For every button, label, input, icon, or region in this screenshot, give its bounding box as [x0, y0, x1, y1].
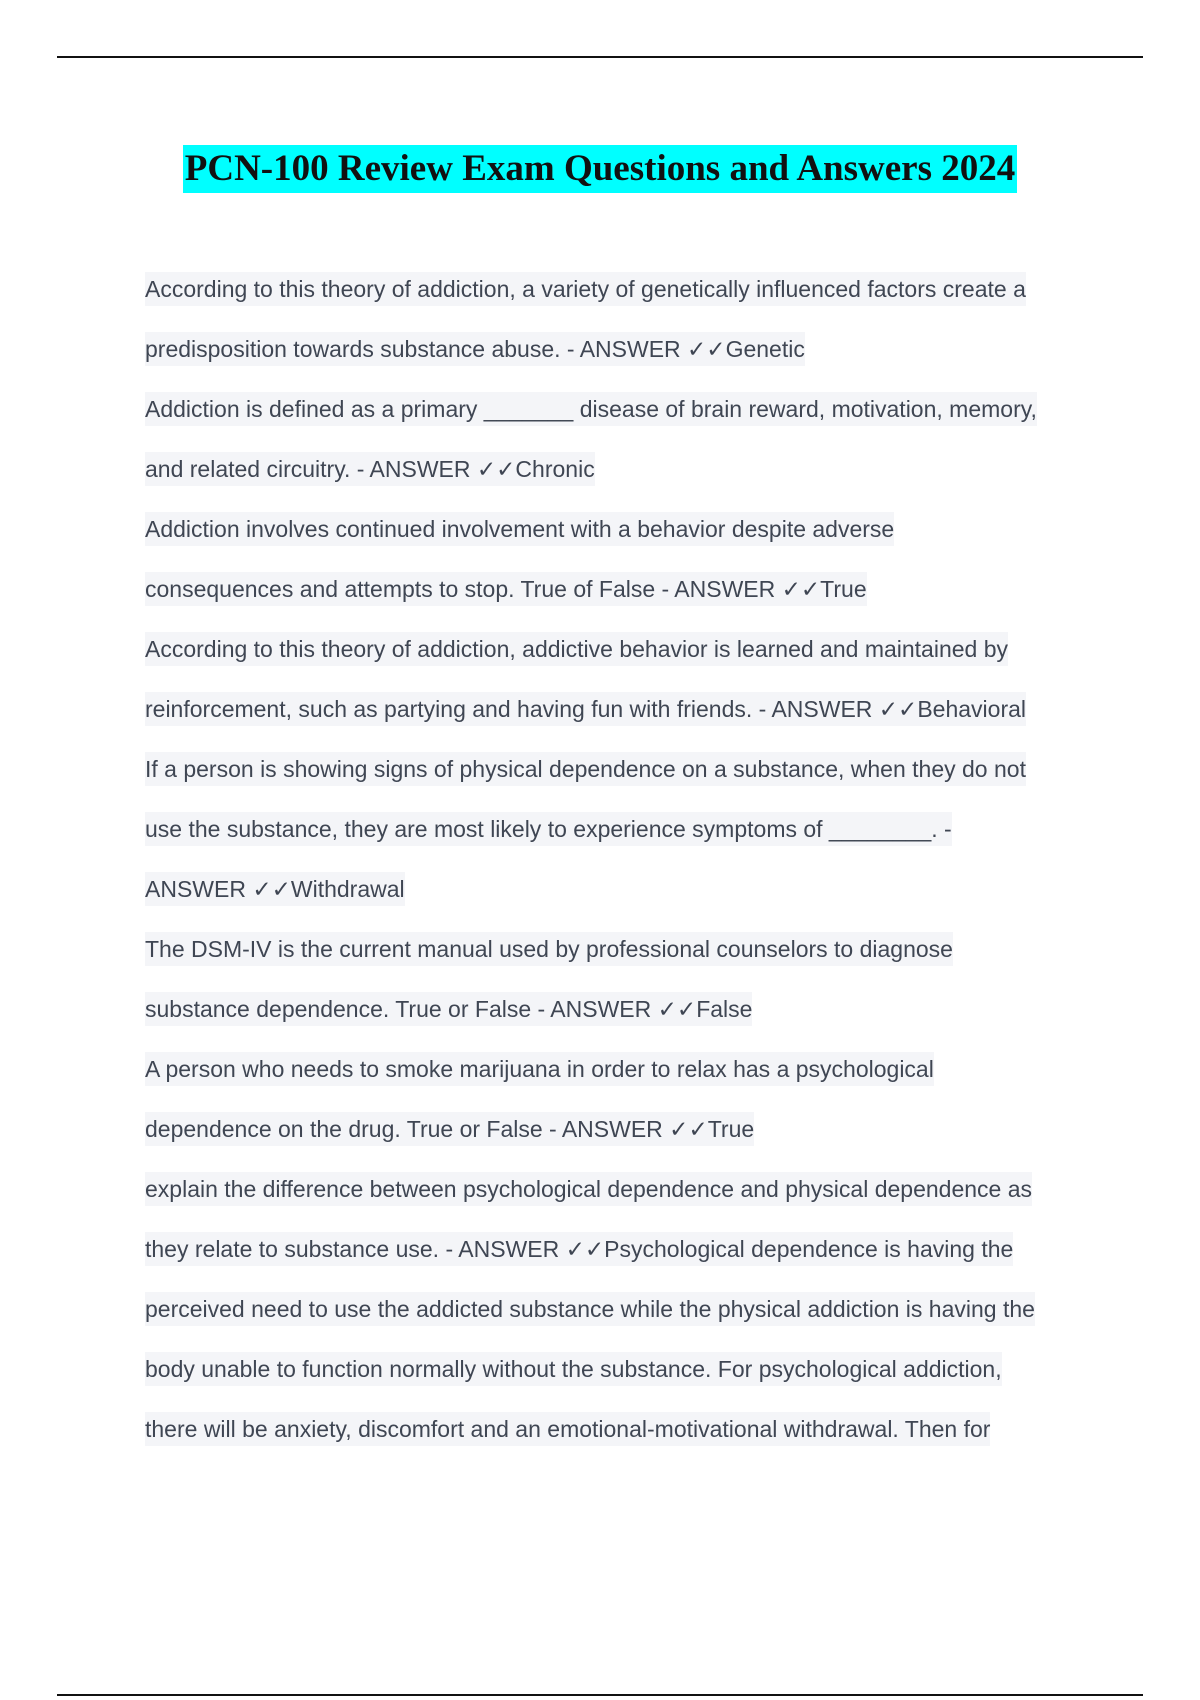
text-line: [145, 1039, 1105, 1099]
text-line-content: predisposition towards substance abuse. - ANSWER ✓✓Genetic: [145, 332, 805, 366]
text-line-content: explain the difference between psychological dependence and physical dependence as: [145, 1172, 1032, 1206]
text-line: [145, 379, 1105, 439]
text-line-content: perceived need to use the addicted substance while the physical addiction is having the: [145, 1292, 1035, 1326]
text-line: [145, 1399, 1105, 1459]
qa-content: [145, 259, 1105, 1459]
text-line-content: If a person is showing signs of physical dependence on a substance, when they do not: [145, 752, 1026, 786]
text-line-content: Addiction is defined as a primary _______ disease of brain reward, motivation, memory,: [145, 392, 1037, 426]
text-line: [145, 739, 1105, 799]
top-rule: [57, 56, 1143, 58]
text-line: [145, 619, 1105, 679]
text-line: [145, 859, 1105, 919]
text-line: [145, 1219, 1105, 1279]
bottom-rule: [57, 1694, 1143, 1696]
text-line-content: consequences and attempts to stop. True of False - ANSWER ✓✓True: [145, 572, 867, 606]
text-line: [145, 559, 1105, 619]
text-line-content: body unable to function normally without the substance. For psychological addiction,: [145, 1352, 1002, 1386]
text-line: [145, 319, 1105, 379]
text-line-content: and related circuitry. - ANSWER ✓✓Chronic: [145, 452, 595, 486]
text-line: [145, 259, 1105, 319]
text-line: [145, 919, 1105, 979]
text-line-content: reinforcement, such as partying and having fun with friends. - ANSWER ✓✓Behavioral: [145, 692, 1026, 726]
text-line-content: they relate to substance use. - ANSWER ✓✓Psychological dependence is having the: [145, 1232, 1013, 1266]
text-line-content: Addiction involves continued involvement with a behavior despite adverse: [145, 512, 894, 546]
text-line: [145, 979, 1105, 1039]
text-line-content: there will be anxiety, discomfort and an emotional-motivational withdrawal. Then for: [145, 1412, 990, 1446]
text-line-content: A person who needs to smoke marijuana in order to relax has a psychological: [145, 1052, 934, 1086]
text-line: [145, 439, 1105, 499]
text-line-content: use the substance, they are most likely to experience symptoms of ________. -: [145, 812, 952, 846]
text-line: [145, 1279, 1105, 1339]
text-line: [145, 679, 1105, 739]
text-line-content: According to this theory of addiction, addictive behavior is learned and maintained by: [145, 632, 1008, 666]
text-line: [145, 1159, 1105, 1219]
text-line: [145, 499, 1105, 559]
text-line: [145, 799, 1105, 859]
page-title: PCN-100 Review Exam Questions and Answers 2024: [183, 145, 1017, 193]
text-line-content: ANSWER ✓✓Withdrawal: [145, 872, 405, 906]
text-line-content: The DSM-IV is the current manual used by professional counselors to diagnose: [145, 932, 953, 966]
text-line: [145, 1339, 1105, 1399]
text-line: [145, 1099, 1105, 1159]
text-line-content: According to this theory of addiction, a variety of genetically influenced factors create a: [145, 272, 1026, 306]
title-container: [0, 145, 1200, 193]
text-line-content: dependence on the drug. True or False - ANSWER ✓✓True: [145, 1112, 754, 1146]
text-line-content: substance dependence. True or False - ANSWER ✓✓False: [145, 992, 752, 1026]
